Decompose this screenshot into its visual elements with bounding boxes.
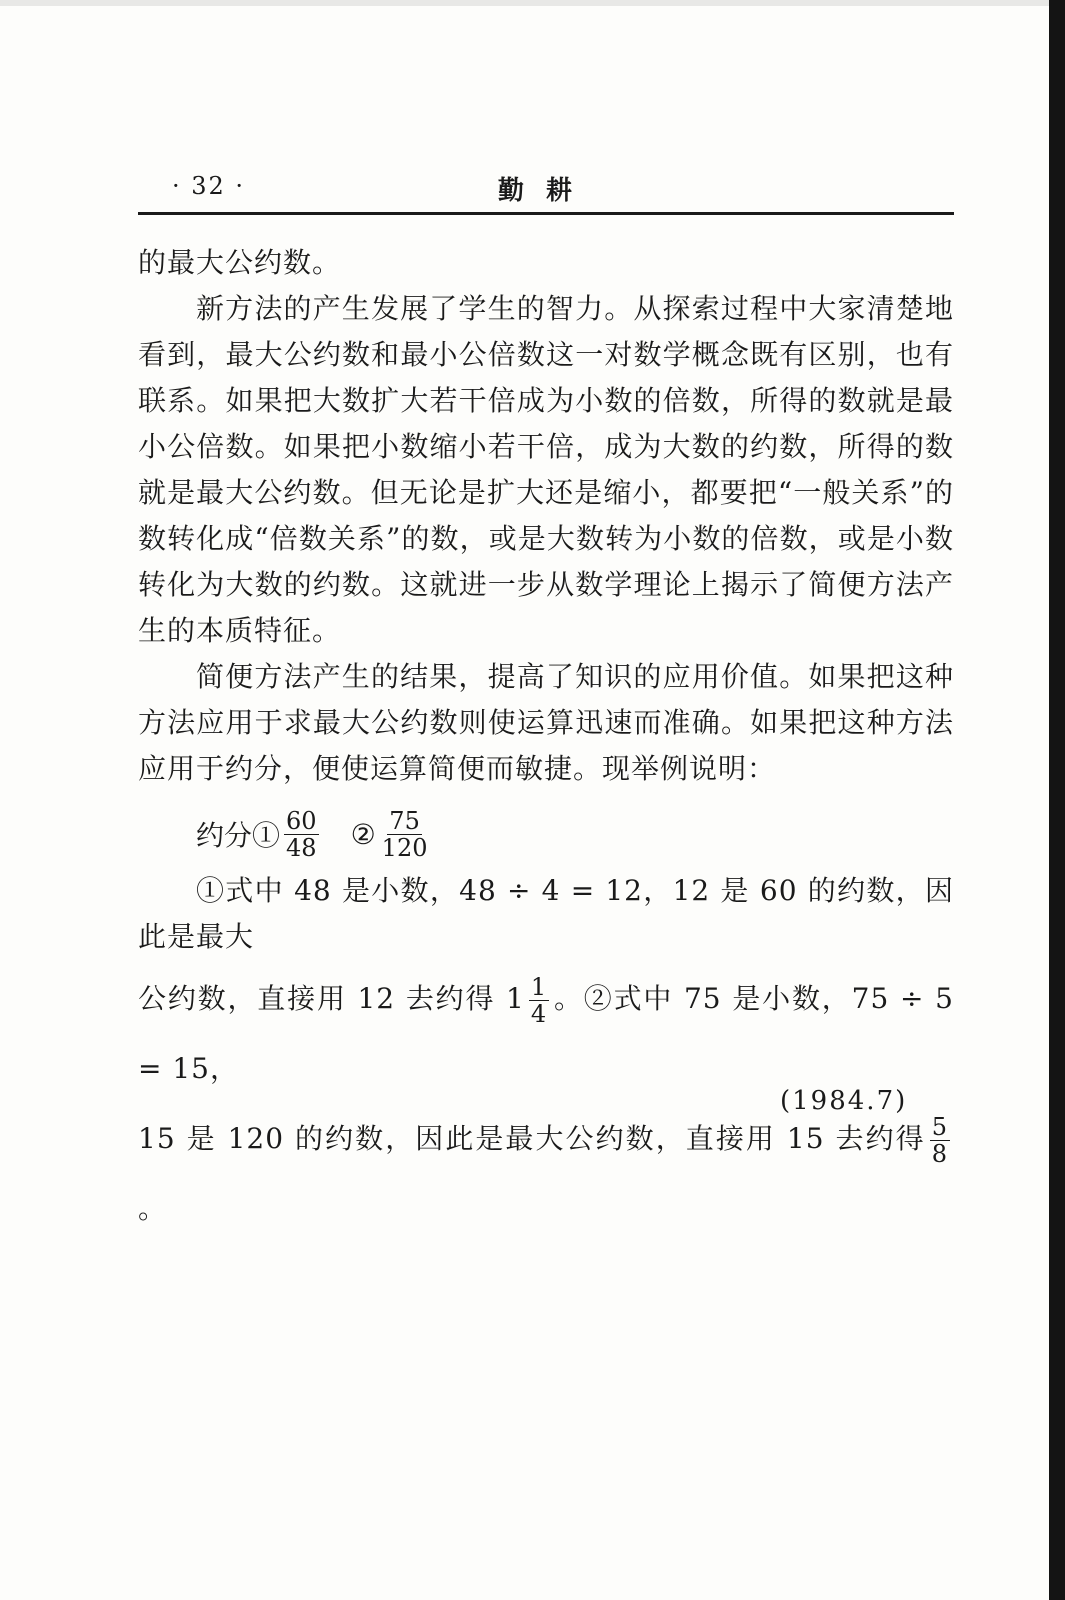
fraction-numerator: 60 (286, 806, 317, 835)
example-line (138, 804, 954, 864)
paragraph-3: 简便方法产生的结果，提高了知识的应用价值。如果把这种方法应用于求最大公约数则使运算迅速而准确。如果把这种方法应用于约分，便使运算简便而敏捷。现举例说明： (138, 660, 954, 785)
fraction-denominator: 48 (286, 833, 317, 862)
fraction-60-48 (284, 808, 319, 861)
calc-line-3 (138, 1104, 954, 1244)
calculation-block (138, 868, 954, 1244)
scan-top-edge (0, 0, 1065, 6)
calc-line-2 (138, 964, 954, 1104)
running-title: 勤耕 (498, 176, 595, 206)
example-prefix: 约分① (196, 819, 281, 852)
page-number: · 32 · (172, 172, 246, 200)
example-marker-2: ② (350, 817, 376, 851)
scan-right-edge (1049, 0, 1065, 1600)
calc-line-2-text-end: 。②式中 75 是小数，75 ÷ 5 = 15， (138, 982, 954, 1085)
calc-line-3-text: 15 是 120 的约数，因此是最大公约数，直接用 15 去约得 (138, 1122, 926, 1155)
header-rule (138, 212, 954, 215)
calc-line-3-text-end: 。 (138, 1192, 168, 1225)
page-header (138, 168, 954, 208)
fraction-denominator: 4 (530, 1000, 548, 1028)
fraction-numerator: 5 (931, 1113, 948, 1141)
fraction-5-8 (930, 1114, 950, 1167)
paragraph-continuation: 的最大公约数。 (138, 246, 342, 279)
fraction-numerator: 75 (389, 806, 420, 835)
paragraph-2: 新方法的产生发展了学生的智力。从探索过程中大家清楚地看到，最大公约数和最小公倍数这一对数学概念既有区别，也有联系。如果把大数扩大若干倍成为小数的倍数，所得的数就是最小公倍数。如果把小数缩小若干倍，成为大数的约数，所得的数就是最大公约数。但无论是扩大还是缩小，都要把“一般关系”的数转化成“倍数关系”的数，或是大数转为小数的倍数，或是小数转化为大数的约数。这就进一步从数学理论上揭示了简便方法产生的本质特征。 (138, 292, 954, 647)
fraction-1-4 (529, 974, 549, 1027)
calc-line-2-text: 公约数，直接用 12 去约得 1 (138, 982, 525, 1015)
date-stamp: (1984.7) (780, 1086, 908, 1116)
calc-line-1: ①式中 48 是小数，48 ÷ 4 = 12，12 是 60 的约数，因此是最大 (138, 874, 954, 953)
fraction-numerator: 1 (530, 973, 548, 1001)
fraction-denominator: 8 (931, 1140, 948, 1168)
fraction-denominator: 120 (381, 833, 428, 862)
fraction-75-120 (380, 808, 430, 861)
